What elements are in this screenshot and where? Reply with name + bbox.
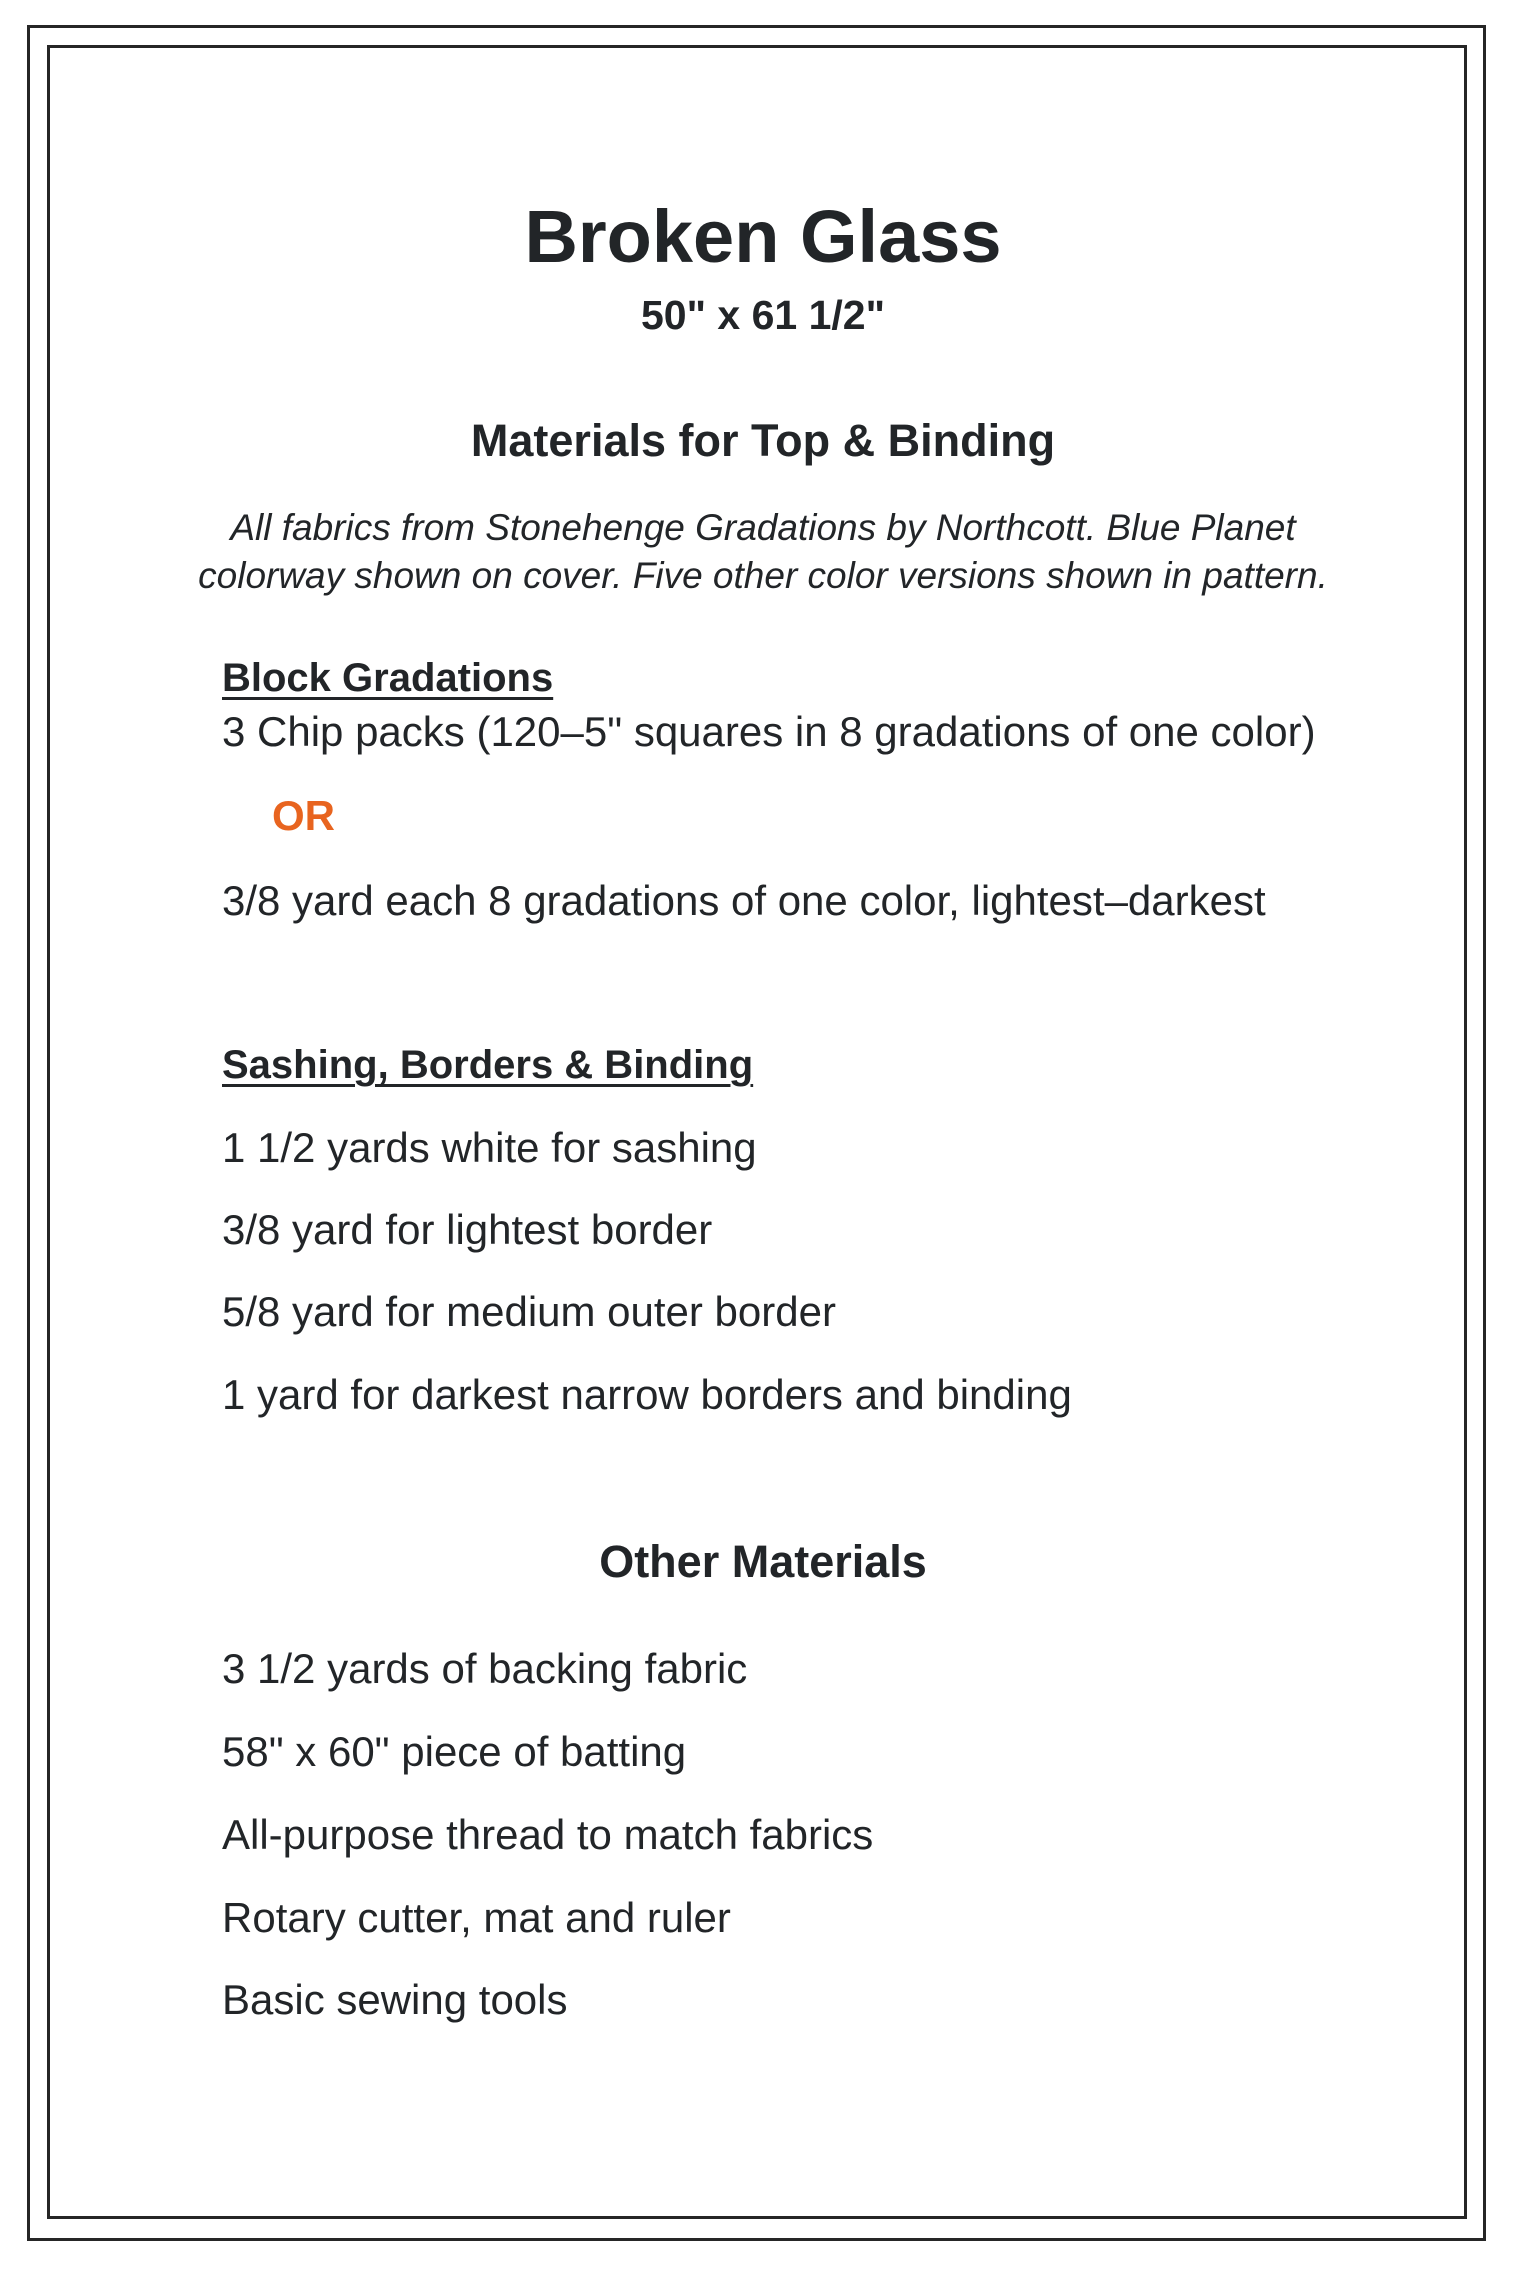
other-materials-heading: Other Materials <box>599 1536 927 1587</box>
intro-line-1: All fabrics from Stonehenge Gradations by Northcott. Blue Planet <box>230 507 1296 548</box>
block-gradations-option-2: 3/8 yard each 8 gradations of one color, lightest–darkest <box>222 877 1266 924</box>
other-materials-item: Basic sewing tools <box>222 1976 568 2023</box>
sashing-borders-binding-heading: Sashing, Borders & Binding <box>222 1043 754 1087</box>
materials-top-binding-heading: Materials for Top & Binding <box>470 415 1056 466</box>
other-materials-item: Rotary cutter, mat and ruler <box>222 1894 731 1941</box>
block-gradations-heading: Block Gradations <box>222 656 554 700</box>
sashing-item: 5/8 yard for medium outer border <box>222 1288 836 1335</box>
other-materials-item: 3 1/2 yards of backing fabric <box>222 1645 748 1692</box>
sashing-item: 1 1/2 yards white for sashing <box>222 1124 757 1171</box>
quilt-dimensions: 50" x 61 1/2" <box>640 292 886 338</box>
or-label: OR <box>272 792 335 839</box>
sashing-item: 1 yard for darkest narrow borders and binding <box>222 1371 1072 1418</box>
other-materials-item: All-purpose thread to match fabrics <box>222 1811 874 1858</box>
other-materials-item: 58" x 60" piece of batting <box>222 1728 687 1775</box>
sashing-item: 3/8 yard for lightest border <box>222 1206 713 1253</box>
page-title: Broken Glass <box>524 195 1002 278</box>
block-gradations-option-1: 3 Chip packs (120–5" squares in 8 gradations of one color) <box>222 708 1316 755</box>
intro-line-2: colorway shown on cover. Five other color versions shown in pattern. <box>198 555 1328 596</box>
